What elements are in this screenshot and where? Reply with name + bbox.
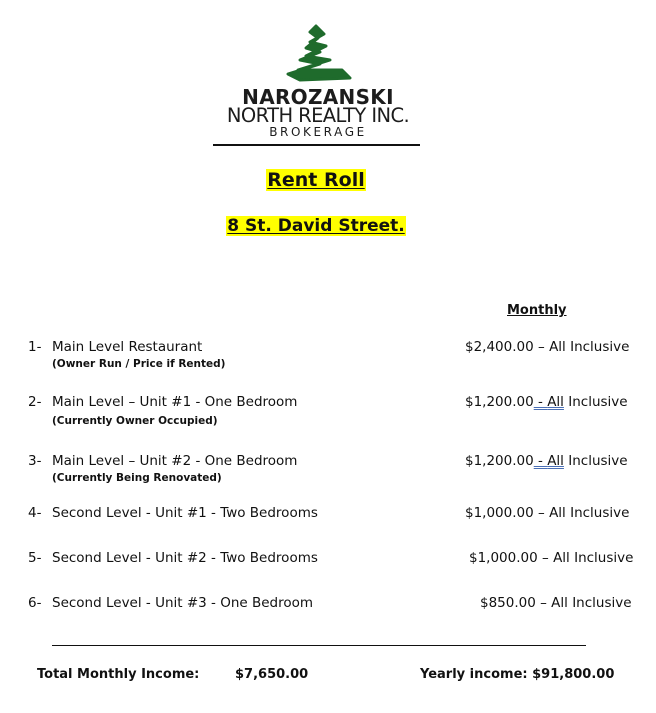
unit-note: (Currently Owner Occupied): [52, 415, 218, 427]
unit-note: (Owner Run / Price if Rented): [52, 358, 226, 370]
row-number: 6-: [28, 595, 42, 611]
monthly-column-header: Monthly: [507, 303, 567, 318]
unit-description: Second Level - Unit #3 - One Bedroom: [52, 595, 314, 611]
unit-description: Main Level Restaurant: [52, 339, 203, 355]
unit-description: Second Level - Unit #2 - Two Bedrooms: [52, 550, 318, 566]
row-number: 1-: [28, 339, 42, 355]
logo-brand-name: NAROZANSKI: [242, 85, 394, 109]
unit-description: Second Level - Unit #1 - Two Bedrooms: [52, 505, 318, 521]
logo-brokerage: BROKERAGE: [269, 125, 367, 139]
unit-note: (Currently Being Renovated): [52, 472, 222, 484]
unit-description: Main Level – Unit #1 - One Bedroom: [52, 394, 298, 410]
unit-rent: $850.00 – All Inclusive: [480, 595, 632, 611]
row-number: 5-: [28, 550, 42, 566]
yearly-income: [420, 667, 614, 682]
row-number: 2-: [28, 394, 42, 410]
unit-rent: $1,200.00 - All Inclusive: [465, 453, 628, 469]
logo-divider: [213, 144, 420, 146]
page-title: Rent Roll: [267, 169, 365, 191]
property-address: 8 St. David Street.: [227, 216, 405, 236]
row-number: 3-: [28, 453, 42, 469]
unit-description: Main Level – Unit #2 - One Bedroom: [52, 453, 298, 469]
yearly-income-value: $91,800.00: [532, 667, 615, 682]
row-number: 4-: [28, 505, 42, 521]
unit-rent: $1,000.00 – All Inclusive: [469, 550, 634, 566]
yearly-income-label: Yearly income:: [420, 667, 528, 682]
unit-rent: $2,400.00 – All Inclusive: [465, 339, 630, 355]
total-monthly-value: $7,650.00: [235, 667, 309, 682]
unit-rent: $1,200.00 - All Inclusive: [465, 394, 628, 410]
logo-company-name: NORTH REALTY INC.: [226, 104, 410, 127]
unit-rent: $1,000.00 – All Inclusive: [465, 505, 630, 521]
total-monthly-label: Total Monthly Income:: [37, 667, 200, 682]
totals-divider: [52, 645, 586, 646]
evergreen-tree-icon: [280, 24, 354, 82]
